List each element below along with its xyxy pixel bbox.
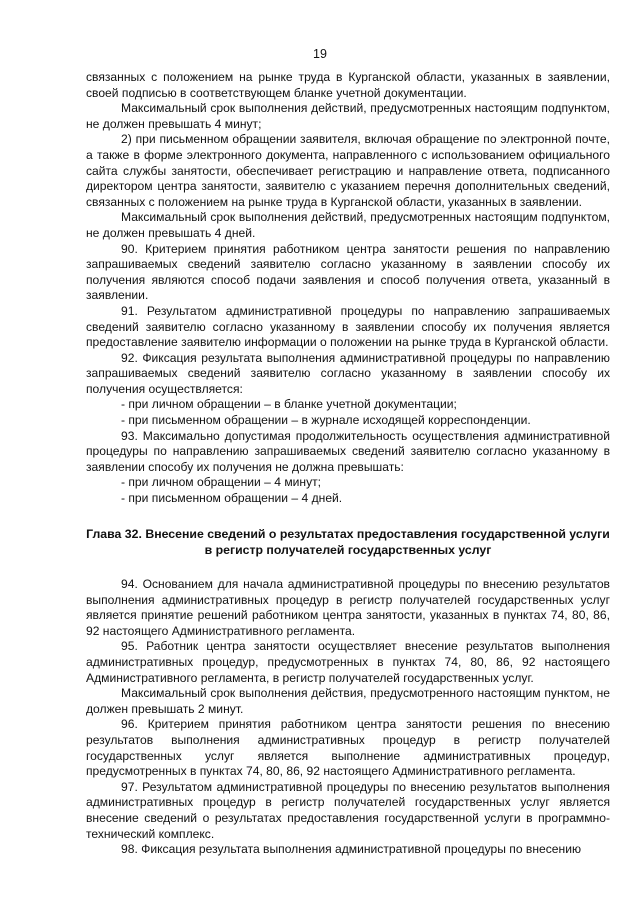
section-paragraphs-bottom [86, 577, 610, 858]
section-paragraphs-top [86, 70, 610, 507]
paragraph: 2) при письменном обращении заявителя, включая обращение по электронной почте, а также в форме электронного документа, направленного с использованием официального сайта службы занятости, обеспечивает регистрацию и направление ответа, подписанного директором центра занятости, заявителю с указанием перечня дополнительных сведений, связанных с положением на рынке труда в Курганской области, указанных в заявлении. [86, 132, 610, 209]
paragraph: 95. Работник центра занятости осуществляет внесение результатов выполнения административных процедур, предусмотренных в пунктах 74, 80, 86, 92 настоящего Административного регламента, в регистр получателей государственных услуг. [86, 639, 610, 685]
paragraph: 93. Максимально допустимая продолжительность осуществления административной процедуры по направлению запрашиваемых сведений заявителю согласно указанному в заявлении способу их получения не должна превышать: [86, 428, 610, 474]
list-item: - при личном обращении – в бланке учетной документации; [121, 397, 457, 412]
paragraph: 98. Фиксация результата выполнения административной процедуры по внесению [121, 842, 582, 857]
paragraph: 91. Результатом административной процедуры по направлению запрашиваемых сведений заявителю согласно указанному в заявлении способу их получения является предоставление заявителю информации о положении на рынке труда в Курганской области. [86, 303, 610, 350]
paragraph: 97. Результатом административной процедуры по внесению результатов выполнения административных процедур в регистр получателей государственных услуг является внесение сведений о результатах предоставления государственной услуги в программно-технический комплекс. [86, 779, 610, 841]
list-item: - при личном обращении – 4 минут; [121, 475, 322, 490]
paragraph: Максимальный срок выполнения действий, предусмотренных настоящим подпунктом, не должен превышать 4 минут; [86, 101, 610, 131]
paragraph: Максимальный срок выполнения действий, предусмотренных настоящим подпунктом, не должен превышать 4 дней. [86, 210, 610, 240]
paragraph: Максимальный срок выполнения действия, предусмотренного настоящим пунктом, не должен превышать 2 минут. [86, 686, 610, 716]
page-number: 19 [313, 47, 327, 61]
paragraph: 94. Основанием для начала административной процедуры по внесению результатов выполнения административных процедур в регистр получателей государственных услуг является принятие решений работником центра занятости, указанных в пунктах 74, 80, 86, 92 настоящего Административного регламента. [86, 577, 610, 638]
paragraph: 92. Фиксация результата выполнения административной процедуры по направлению запрашиваемых сведений заявителю согласно указанному в заявлении способу их получения осуществляется: [86, 350, 610, 396]
paragraph: 90. Критерием принятия работником центра занятости решения по направлению запрашиваемых сведений заявителю согласно указанному в заявлении способу их получения являются способ подачи заявления и способ получения ответа, указанный в заявлении. [86, 241, 610, 303]
paragraph: 96. Критерием принятия работником центра занятости решения по внесению результатов выполнения административных процедур в регистр получателей государственных услуг является выполнение административных процедур, предусмотренных в пунктах 74, 80, 86, 92 настоящего Административного регламента. [86, 717, 610, 779]
list-item: - при письменном обращении – в журнале исходящей корреспонденции. [121, 413, 531, 428]
list-item: - при письменном обращении – 4 дней. [121, 491, 343, 506]
chapter-heading: Глава 32. Внесение сведений о результатах предоставления государственной услуги в регистр получателей государственных услуг [86, 527, 610, 557]
paragraph: связанных с положением на рынке труда в Курганской области, указанных в заявлении, своей подписью в соответствующем бланке учетной документации. [86, 70, 610, 100]
